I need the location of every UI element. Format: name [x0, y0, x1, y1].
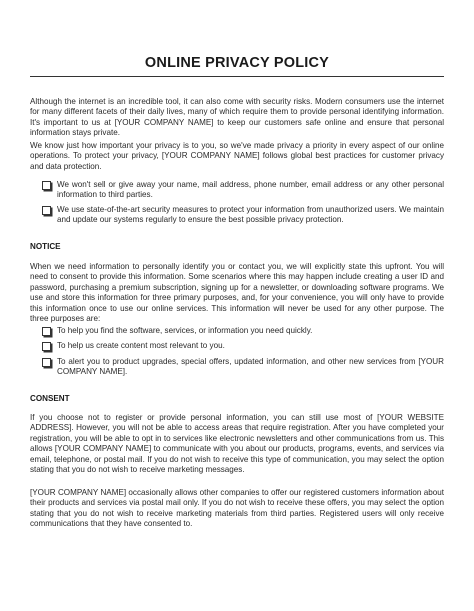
checkbox-bullet-icon [42, 342, 51, 351]
bullet-text: To help you find the software, services, or information you need quickly. [57, 326, 313, 335]
notice-bullet-item [42, 341, 444, 351]
notice-heading: NOTICE [30, 242, 61, 251]
intro-bullet-item [42, 205, 444, 226]
document-title: ONLINE PRIVACY POLICY [144, 55, 330, 71]
consent-paragraph-1: If you choose not to register or provide personal information, you can still use most of [YOUR WEBSITE ADDRESS]. However, you will not be able to access areas that require registration. After you have completed your registration, you will be able to opt in to services like electronic newsletters and other communications from us. This allows [YOUR COMPANY NAME] to communicate with you about our products, programs, events, and services via email, telephone, or postal mail. If you do not wish to receive this type of communication, you may select the option stating that you do not wish to receive marketing messages. [30, 413, 444, 475]
bullet-text: We use state-of-the-art security measures to protect your information from unauthorized users. We maintain and update our systems regularly to ensure the best possible privacy protection. [57, 205, 444, 225]
intro-bullet-item [42, 180, 444, 201]
checkbox-bullet-icon [42, 206, 51, 215]
checkbox-bullet-icon [42, 327, 51, 336]
checkbox-bullet-icon [42, 358, 51, 367]
notice-bullet-item [42, 326, 444, 336]
notice-bullet-item [42, 357, 444, 378]
consent-paragraph-2: [YOUR COMPANY NAME] occasionally allows other companies to offer our registered customers information about their products and services via postal mail only. If you do not wish to receive these offers, you may select the option stating that you do not wish to receive marketing materials from third parties. Registered users will only receive communications that they have consented to. [30, 488, 444, 529]
bullet-text: To alert you to product upgrades, special offers, updated information, and other new services from [YOUR COMPANY NAME]. [57, 357, 444, 377]
bullet-text: We won't sell or give away your name, mail address, phone number, email address or any other personal information to third parties. [57, 180, 444, 200]
intro-paragraph-1: Although the internet is an incredible tool, it can also come with security risks. Modern consumers use the internet for many different facets of their daily lives, many of which require them to provide personal identifying information. It's important to us at [YOUR COMPANY NAME] to keep our customers safe online and ensure that personal information stays private. [30, 97, 444, 138]
bullet-text: To help us create content most relevant to you. [57, 341, 225, 350]
consent-heading: CONSENT [30, 394, 70, 403]
notice-paragraph: When we need information to personally identify you or contact you, we will explicitly state this upfront. You will need to consent to provide this information. Some scenarios where this may happen include creating a user ID and password, purchasing a premium subscription, signing up for a newsletter, or downloading software programs. We use and store this information for three primary purposes, and, for your convenience, you will only have to provide this information once to use our online services. This information will never be used for any other purpose. The three purposes are: [30, 262, 444, 324]
intro-paragraph-2: We know just how important your privacy is to you, so we've made privacy a priority in every aspect of our online operations. To protect your privacy, [YOUR COMPANY NAME] follows global best practices for customer privacy and data protection. [30, 141, 444, 171]
checkbox-bullet-icon [42, 181, 51, 190]
title-divider [30, 76, 444, 77]
